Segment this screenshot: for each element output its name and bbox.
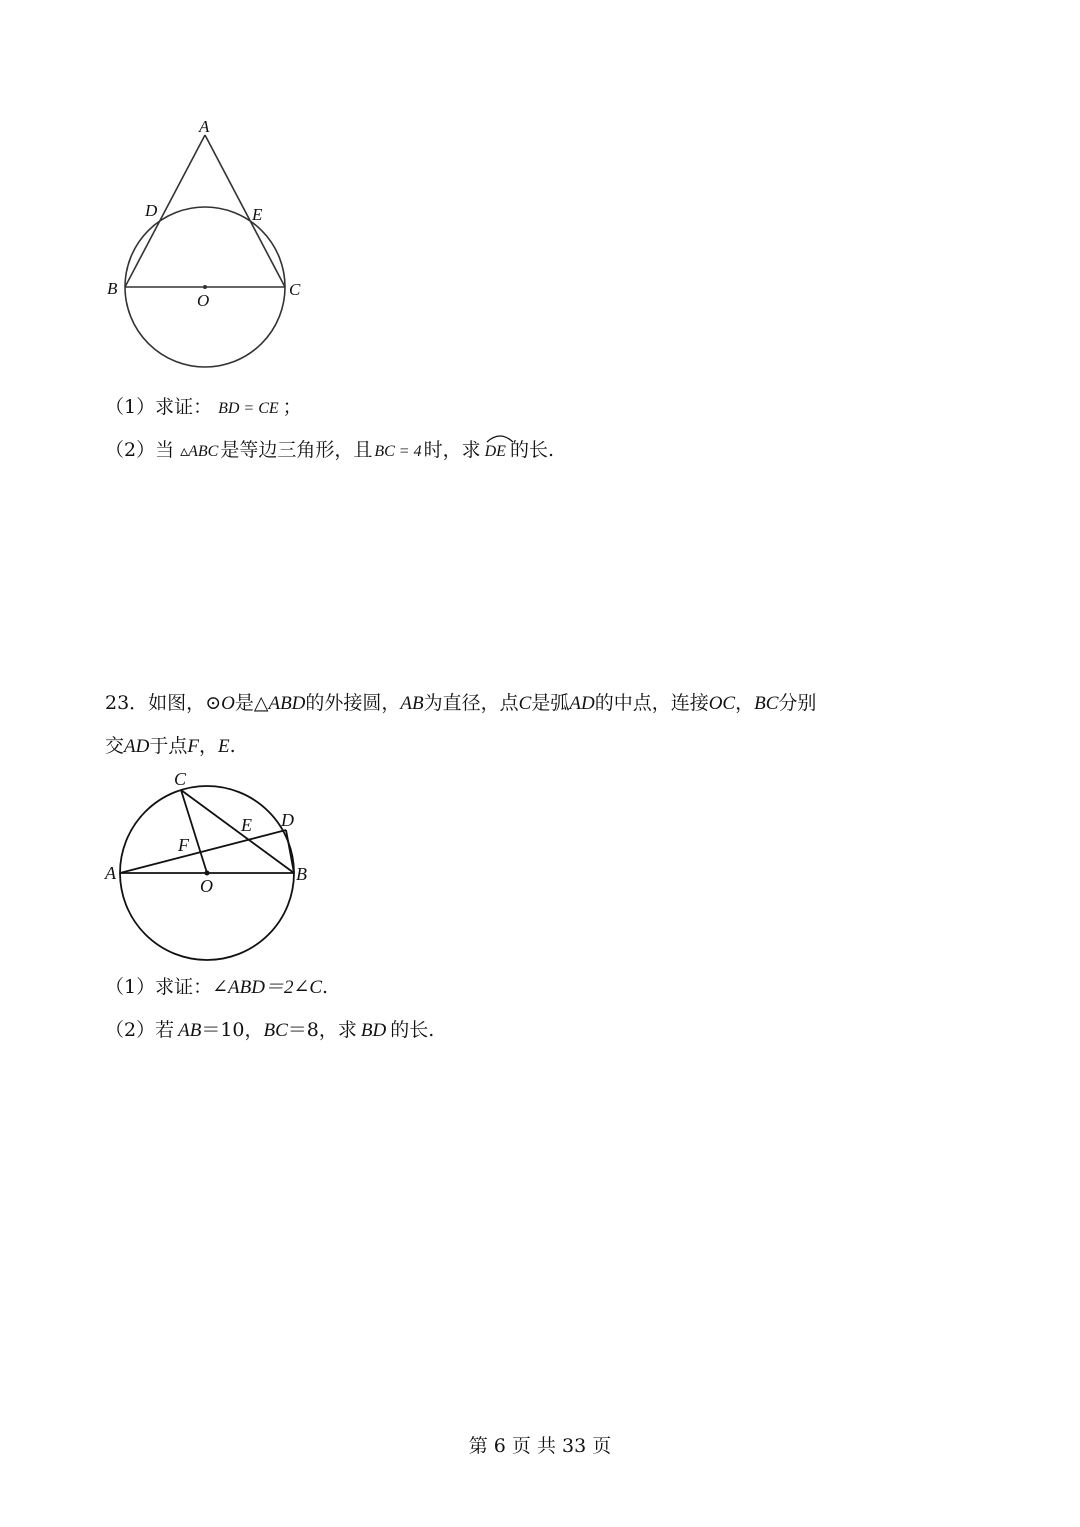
label-a: A: [199, 117, 210, 136]
q23-point-c: C: [518, 693, 532, 714]
q23-line2-e: E: [217, 736, 230, 757]
q23-part2-prefix: （2）若: [105, 1019, 175, 1041]
q23-text-4: 是弧: [531, 692, 570, 714]
label-b: B: [107, 279, 118, 298]
q23-part2-v2: ＝8，求: [287, 1019, 357, 1041]
q22-part1-prefix: （1）求证：: [105, 396, 213, 418]
label-d: D: [145, 201, 158, 220]
label-o: O: [197, 291, 210, 310]
figure-1-side-ab: [125, 135, 205, 287]
label-b: B: [296, 864, 307, 884]
q23-text-7: 分别: [778, 692, 817, 714]
q23-ad: AD: [569, 693, 595, 714]
arc-symbol-icon: [485, 433, 515, 443]
q23-line2-ad: AD: [124, 736, 150, 757]
q23-line2-text-2: 于点: [149, 735, 188, 757]
q22-part2-triangle: ▵ABC: [180, 443, 219, 460]
q23-text-1: 是: [234, 692, 254, 714]
q22-part2-arc: DE: [484, 443, 506, 460]
label-a: A: [105, 863, 116, 883]
q23-line2-f: F: [187, 736, 199, 757]
figure-1-side-ac: [205, 135, 285, 287]
q23-part2-bd: BD: [360, 1020, 387, 1041]
q22-part1: [105, 398, 302, 417]
q23-circle-o: ⊙O: [205, 693, 235, 714]
figure-1-center-dot: [203, 285, 207, 289]
q23-part2-v1: ＝10，: [201, 1019, 264, 1041]
q22-part2-prefix: （2）当: [105, 439, 175, 461]
q22-part1-math: BD = CE: [218, 400, 279, 417]
page-footer: 第 6 页 共 33 页: [468, 1435, 612, 1457]
q23-number: 23．如图，: [105, 692, 206, 714]
q23-line2-text-4: .: [229, 735, 236, 757]
q22-part2-math: BC = 4: [374, 443, 422, 460]
label-f: F: [178, 835, 189, 855]
q22-part2-mid1: 是等边三角形，且: [220, 439, 373, 461]
q22-part2-mid2: 时，求: [423, 439, 481, 461]
q23-part2-suffix: 的长.: [390, 1019, 435, 1041]
label-e: E: [241, 815, 252, 835]
q23-bc: BC: [754, 693, 779, 714]
q23-part1: [105, 978, 328, 997]
q23-line2: [105, 737, 236, 756]
figure-2-chord-ad: [120, 830, 286, 873]
figure-2-chord-bd: [286, 830, 294, 873]
q23-line2-text-3: ，: [198, 735, 218, 757]
q23-text-5: 的中点，连接: [594, 692, 709, 714]
label-d: D: [281, 810, 294, 830]
figure-2-segment-oc: [181, 790, 207, 873]
q23-oc: OC: [708, 693, 736, 714]
q23-ab: AB: [400, 693, 424, 714]
q23-text-3: 为直径，点: [423, 692, 519, 714]
q23-triangle-abd: △ABD: [253, 693, 306, 714]
q23-line1: [105, 694, 816, 713]
q23-part1-suffix: .: [322, 976, 329, 998]
q22-part1-suffix: ；: [282, 396, 302, 418]
figure-2-circle-chords: [95, 765, 325, 965]
q23-line2-text-1: 交: [105, 735, 125, 757]
q23-part2-ab: AB: [178, 1020, 202, 1041]
q23-text-2: 的外接圆，: [305, 692, 401, 714]
label-o: O: [200, 876, 213, 896]
label-c: C: [174, 769, 187, 789]
q22-part2-suffix: 的长.: [509, 439, 554, 461]
label-c: C: [289, 280, 301, 299]
q23-part1-math: ∠ABD＝2∠C: [212, 977, 323, 998]
q22-part2: [105, 441, 554, 460]
q23-text-6: ，: [735, 692, 755, 714]
q23-part2: [105, 1021, 434, 1040]
q23-part2-bc: BC: [263, 1020, 288, 1041]
q23-part1-prefix: （1）求证：: [105, 976, 213, 998]
label-e: E: [252, 205, 263, 224]
figure-2-center-dot: [205, 871, 210, 876]
figure-1-triangle-circle: [95, 110, 325, 375]
